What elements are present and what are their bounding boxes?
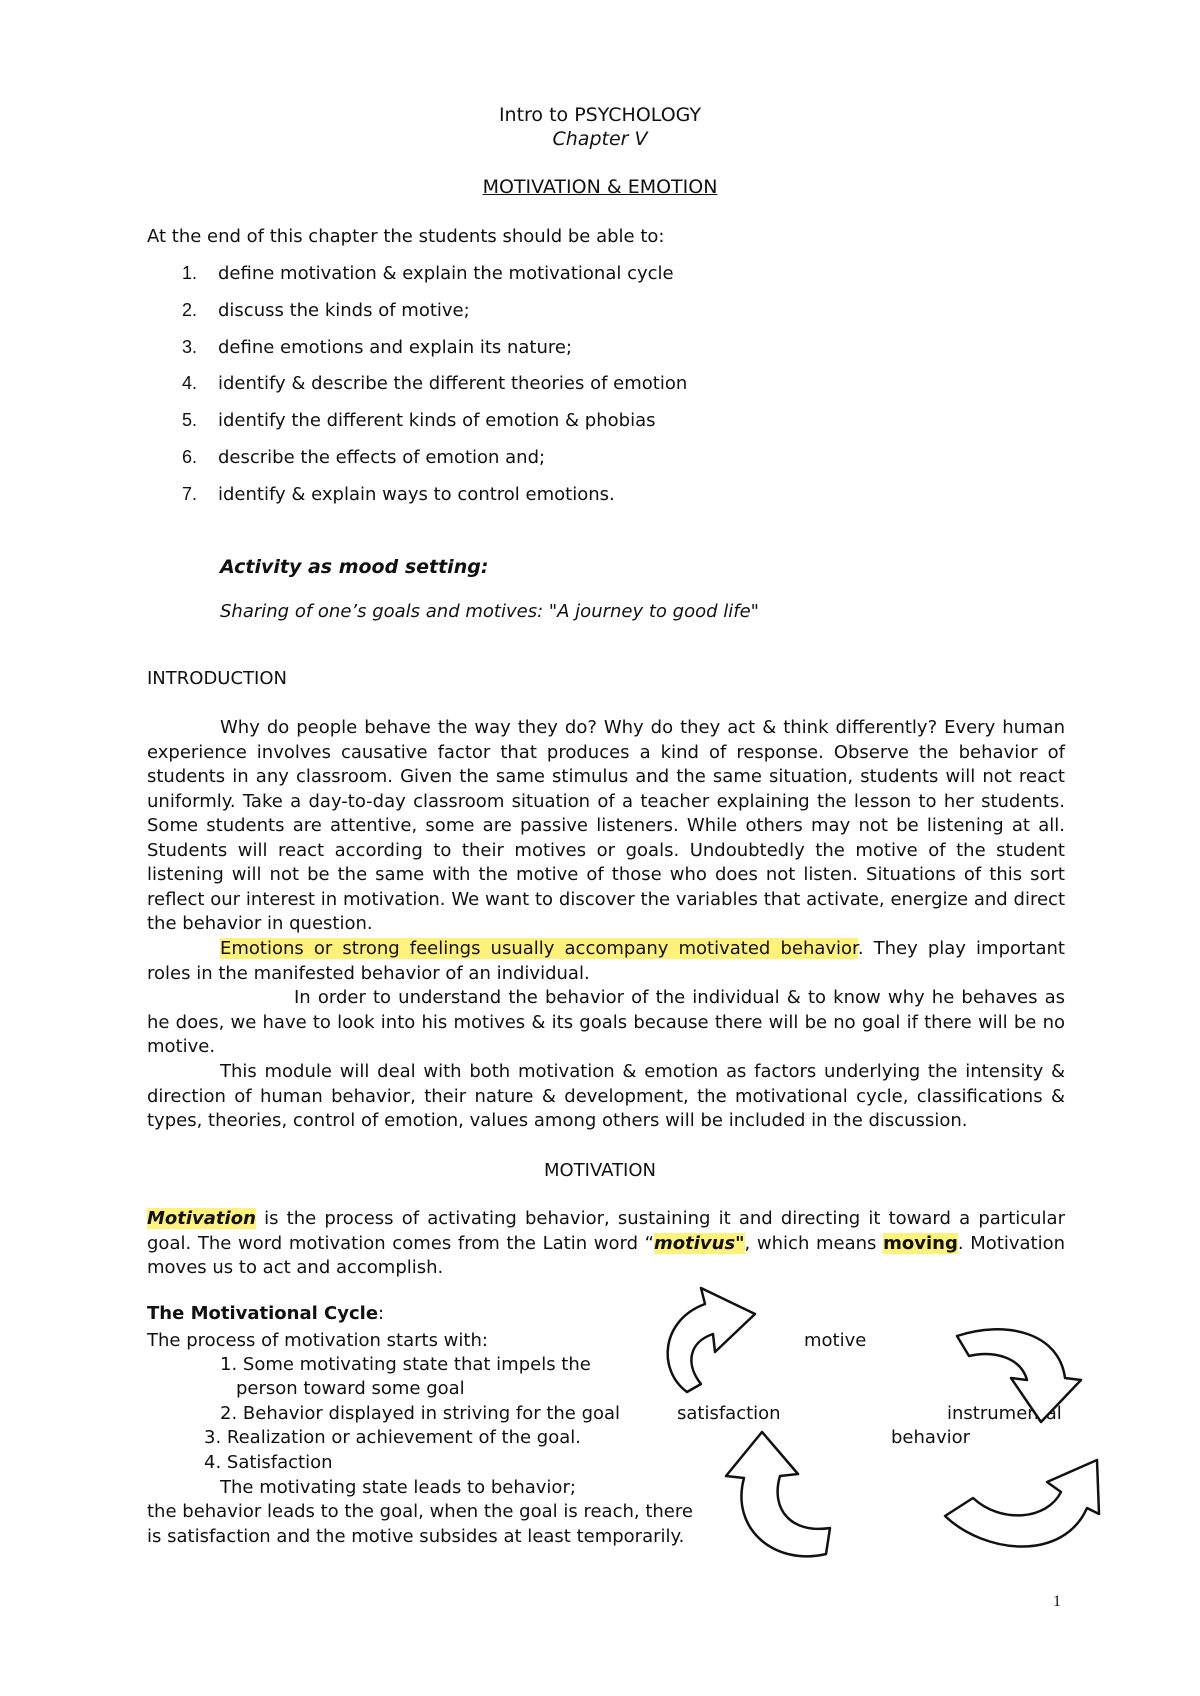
cycle-step-1: 1. Some motivating state that impels the	[220, 1354, 591, 1375]
objective-item	[182, 483, 687, 520]
course-title: Intro to PSYCHOLOGY	[498, 104, 702, 126]
objective-item	[182, 372, 687, 409]
cycle-heading-colon: :	[378, 1303, 385, 1324]
cycle-label-instrumental: instrumental	[947, 1403, 1062, 1424]
latin-word: motivus"	[654, 1232, 745, 1254]
cycle-closing-1: The motivating state leads to behavior;	[220, 1477, 576, 1498]
objective-text: identify the different kinds of emotion & phobias	[218, 410, 656, 432]
cycle-step-4: 4. Satisfaction	[204, 1452, 333, 1473]
objective-text: identify & describe the different theories of emotion	[218, 373, 688, 395]
meaning-word: moving	[883, 1232, 958, 1254]
objective-item	[182, 446, 687, 483]
definition-text: is the process of activating behavior, sustaining it and directing it toward a particular goal. The word motivation comes from the Latin word “	[147, 1208, 1065, 1254]
objective-text: identify & explain ways to control emotions.	[218, 483, 615, 505]
cycle-heading-text: The Motivational Cycle	[147, 1303, 379, 1324]
cycle-label-satisfaction: satisfaction	[677, 1403, 781, 1424]
highlighted-text: Emotions or strong feelings usually accompany motivated behavior	[220, 938, 858, 959]
cycle-step-1-cont: person toward some goal	[236, 1378, 465, 1399]
cycle-closing-2: the behavior leads to the goal, when the goal is reach, there	[147, 1501, 693, 1522]
objectives-list	[182, 262, 687, 520]
objective-number: 3.	[182, 336, 198, 357]
activity-subtitle: Sharing of one’s goals and motives: "A journey to good life"	[220, 601, 759, 622]
definition-text: , which means	[744, 1232, 884, 1254]
objective-item	[182, 336, 687, 373]
objective-number: 6.	[182, 446, 198, 467]
introduction-paragraph-4: This module will deal with both motivation & emotion as factors underlying the intensity & direction of human behavior, their nature & development, the motivational cycle, classifications & types, theories, control of emotion, values among others will be included in the discussion.	[147, 1061, 1065, 1131]
cycle-label-motive: motive	[804, 1330, 867, 1351]
objective-number: 4.	[182, 373, 198, 394]
motivation-heading: MOTIVATION	[543, 1160, 657, 1181]
objective-item	[182, 299, 687, 336]
activity-title: Activity as mood setting:	[220, 556, 489, 578]
introduction-paragraph-2	[147, 937, 1065, 986]
objective-number: 5.	[182, 410, 198, 431]
objective-number: 2.	[182, 299, 198, 320]
cycle-closing-3: is satisfaction and the motive subsides at least temporarily.	[147, 1526, 685, 1547]
introduction-heading: INTRODUCTION	[147, 668, 287, 689]
cycle-heading	[147, 1303, 384, 1324]
page-number: 1	[1053, 1593, 1061, 1610]
objective-text: define motivation & explain the motivational cycle	[218, 263, 674, 284]
cycle-intro: The process of motivation starts with:	[147, 1330, 488, 1351]
objectives-intro: At the end of this chapter the students should be able to:	[147, 226, 665, 247]
objective-item	[182, 409, 687, 446]
cycle-arrow-top-right-icon	[955, 1322, 1085, 1432]
paragraph-text: . They play important roles in the manifested behavior of an individual.	[147, 938, 1065, 984]
cycle-arrow-top-left-icon	[655, 1280, 775, 1400]
unit-title: MOTIVATION & EMOTION	[482, 176, 718, 198]
cycle-arrow-bottom-right-icon	[935, 1458, 1105, 1558]
objective-text: describe the effects of emotion and;	[218, 446, 546, 468]
introduction-paragraph-1: Why do people behave the way they do? Why do they act & think differently? Every human experience involves causative factor that produces a kind of response. Observe the behavior of students in any classroom. Given the same stimulus and the same situation, students will not react uniformly. Take a day-to-day classroom situation of a teacher explaining the lesson to her students. Some students are attentive, some are passive listeners. While others may not be listening at all. Students will react according to their motives or goals. Undoubtedly the motive of the student listening will not be the same with the motive of those who does not listen. Situations of this sort reflect our interest in motivation. We want to discover the variables that activate, energize and direct the behavior in question.	[147, 717, 1065, 934]
objective-text: define emotions and explain its nature;	[218, 336, 573, 358]
term-motivation: Motivation	[147, 1208, 256, 1229]
motivation-definition	[147, 1207, 1065, 1281]
objective-number: 7.	[182, 483, 198, 504]
definition-text: . Motivation moves us to act and accomplish.	[147, 1232, 1065, 1278]
objective-number: 1.	[182, 263, 198, 283]
objective-item	[182, 262, 687, 299]
cycle-label-behavior: behavior	[891, 1427, 971, 1448]
cycle-arrow-bottom-left-icon	[720, 1430, 840, 1560]
chapter-label: Chapter V	[552, 128, 648, 150]
objective-text: discuss the kinds of motive;	[218, 299, 470, 321]
cycle-step-3: 3. Realization or achievement of the goal.	[204, 1427, 581, 1448]
introduction-paragraph-3: In order to understand the behavior of the individual & to know why he behaves as he does, we have to look into his motives & its goals because there will be no goal if there will be no motive.	[147, 987, 1065, 1057]
cycle-step-2: 2. Behavior displayed in striving for the goal	[220, 1403, 621, 1424]
